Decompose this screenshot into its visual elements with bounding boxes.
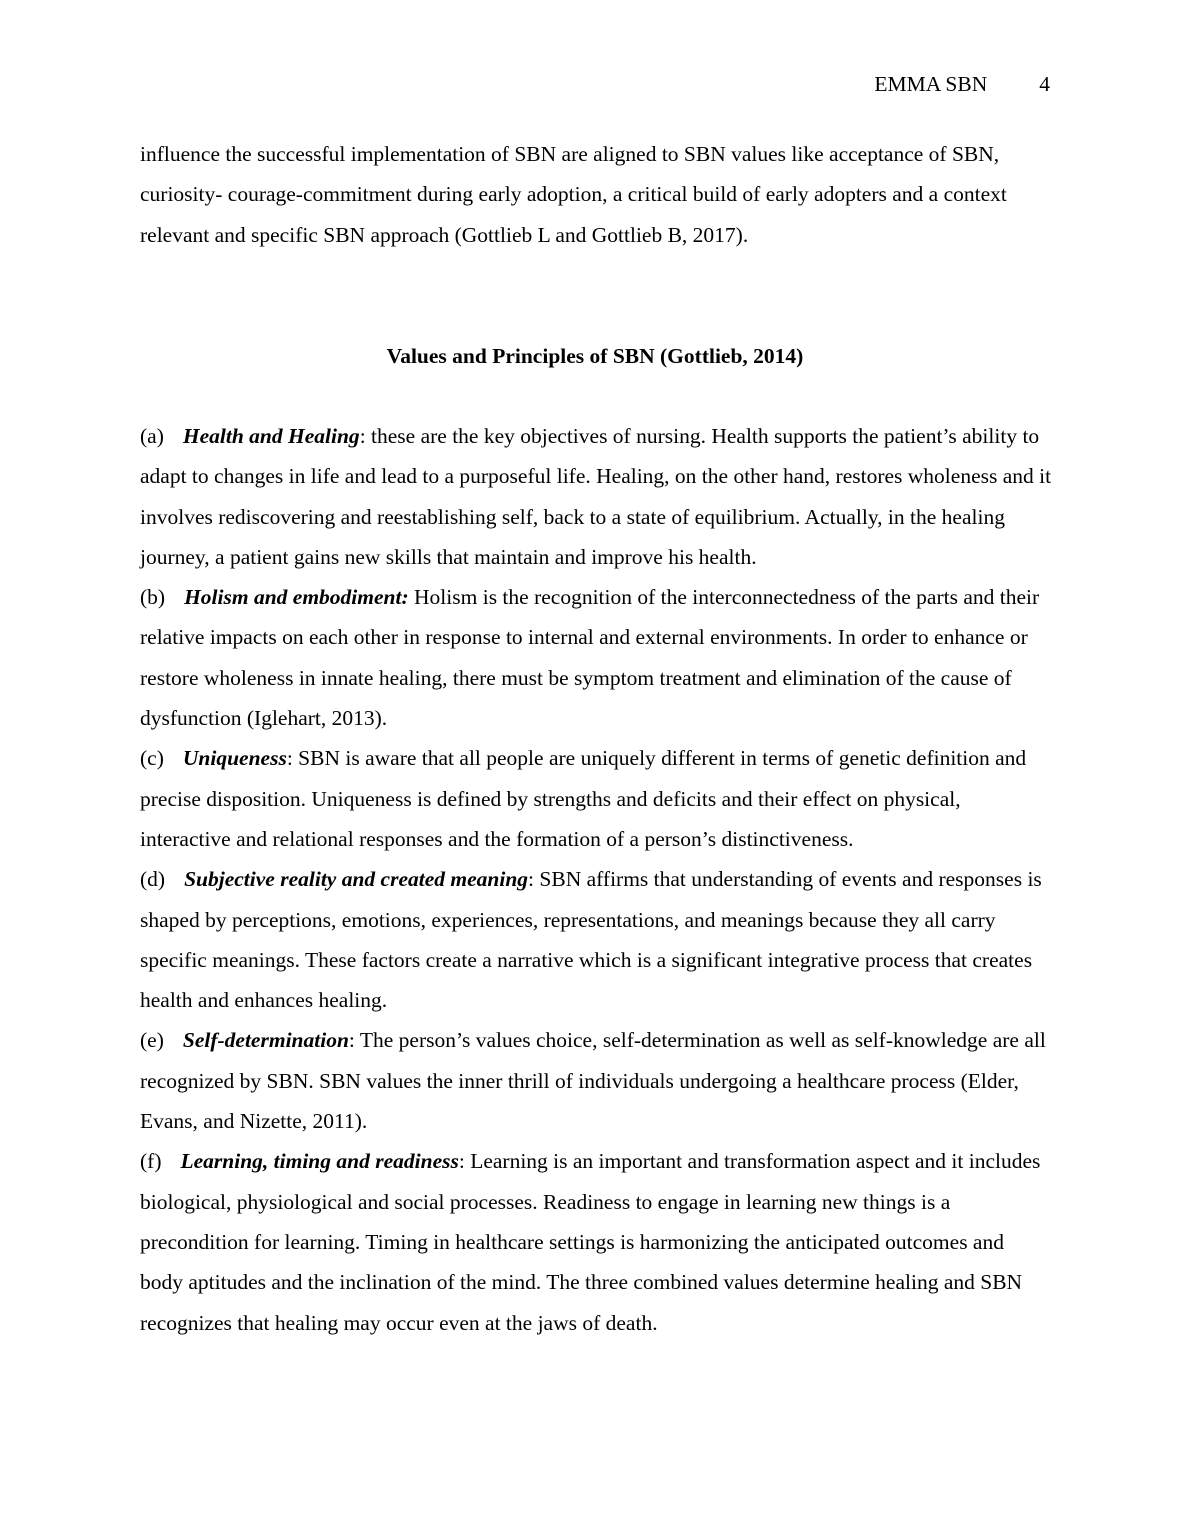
item-term: Self-determination — [182, 1028, 349, 1053]
item-term: Holism and embodiment: — [184, 585, 409, 610]
intro-paragraph: influence the successful implementation of SBN are aligned to SBN values like acceptance of SBN, curiosity- courage-commitment during early adoption, a critical build of early adopters and a context relevant and specific SBN approach (Gottlieb L and Gottlieb B, 2017). — [140, 142, 1007, 247]
item-marker: (b) — [140, 585, 166, 610]
page-number: 4 — [1039, 72, 1050, 96]
running-head: EMMA SBN — [874, 72, 988, 96]
item-marker: (e) — [140, 1028, 164, 1053]
item-marker: (a) — [140, 424, 164, 448]
list-item — [140, 1141, 1052, 1342]
page-header — [874, 70, 1050, 98]
item-marker: (d) — [140, 867, 166, 892]
item-body: : SBN is aware that all people are uniquely different in terms of genetic definition and precise disposition. Uniqueness is defined by strengths and deficits and their effect on physical, interactive and relational responses and the formation of a person’s distinctiveness. — [140, 746, 1027, 851]
item-marker: (f) — [140, 1149, 162, 1174]
list-item — [140, 859, 1052, 1020]
item-body: : these are the key objectives of nursing. Health supports the patient’s ability to adapt to changes in life and lead to a purposeful life. Healing, on the other hand, restores wholeness and it involves rediscovering and reestablishing self, back to a state of equilibrium. Actually, in the healing journey, a patient gains new skills that maintain and improve his health. — [140, 424, 1052, 569]
item-body: Holism is the recognition of the interconnectedness of the parts and their relative impacts on each other in response to internal and external environments. In order to enhance or restore wholeness in innate healing, there must be symptom treatment and elimination of the cause of dysfunction (Iglehart, 2013). — [140, 585, 1040, 731]
list-item — [140, 416, 1052, 577]
principles-list — [140, 416, 1052, 1343]
item-term: Learning, timing and readiness — [180, 1149, 459, 1174]
item-term: Subjective reality and created meaning — [184, 867, 529, 892]
item-marker: (c) — [140, 746, 164, 771]
item-term: Health and Healing — [182, 424, 360, 448]
list-item — [140, 1020, 1052, 1141]
list-item — [140, 577, 1052, 738]
item-term: Uniqueness — [182, 746, 287, 771]
item-body: : SBN affirms that understanding of events and responses is shaped by perceptions, emotions, experiences, representations, and meanings because they all carry specific meanings. These factors create a narrative which is a significant integrative process that creates health and enhances healing. — [140, 867, 1042, 1013]
list-item — [140, 738, 1052, 859]
item-body: : Learning is an important and transformation aspect and it includes biological, physiological and social processes. Readiness to engage in learning new things is a precondition for learning. Timing in healthcare settings is harmonizing the anticipated outcomes and body aptitudes and the inclination of the mind. The three combined values determine healing and SBN recognizes that healing may occur even at the jaws of death. — [140, 1149, 1041, 1335]
item-body: : The person’s values choice, self-determination as well as self-knowledge are all recognized by SBN. SBN values the inner thrill of individuals undergoing a healthcare process (Elder, Evans, and Nizette, 2011). — [140, 1028, 1046, 1134]
section-heading: Values and Principles of SBN (Gottlieb, 2014) — [386, 344, 804, 368]
